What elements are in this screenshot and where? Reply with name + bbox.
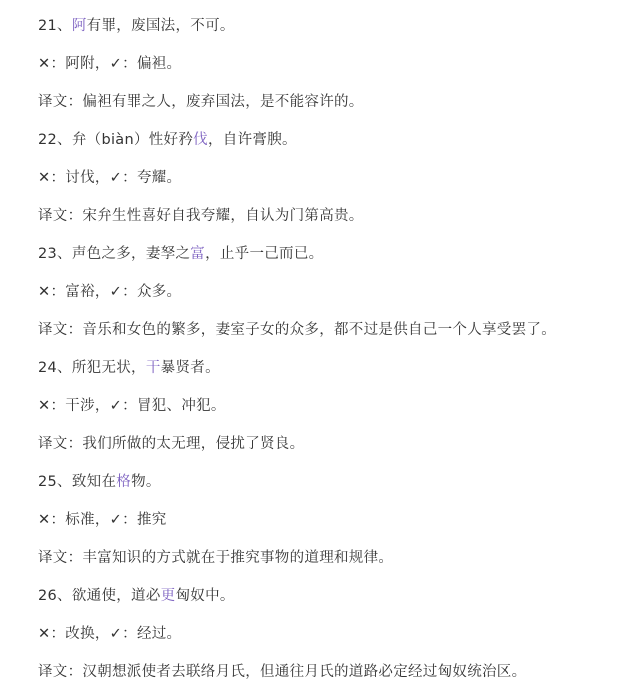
colon: ： [50, 284, 66, 300]
question-line [38, 472, 161, 492]
question-text: 26、欲通使，道必 [38, 588, 161, 604]
colon: ： [50, 56, 66, 72]
translation-label: 译文： [38, 436, 83, 452]
translation-label: 译文： [38, 664, 83, 680]
cross-icon: ✕ [38, 512, 51, 528]
wrong-meaning: 改换， [65, 626, 110, 642]
translation-label: 译文： [38, 550, 83, 566]
colon: ： [122, 284, 137, 300]
translation-line [38, 434, 304, 454]
right-meaning: 夸耀。 [136, 170, 182, 186]
question-text: ，止乎一己而已。 [205, 246, 324, 262]
question-text: 25、致知在 [38, 474, 117, 490]
translation-label: 译文： [38, 322, 83, 338]
colon: ： [122, 398, 137, 414]
cross-icon: ✕ [38, 284, 51, 300]
question-text: 21、 [38, 18, 72, 34]
right-meaning: 推究 [136, 512, 167, 528]
check-icon: ✓ [109, 284, 123, 300]
translation-line [38, 92, 364, 112]
question-text: 物。 [131, 474, 161, 490]
wrong-meaning: 干涉， [65, 398, 110, 414]
key-word: 干 [145, 360, 161, 376]
question-text: 有罪，废国法，不可。 [86, 18, 235, 34]
wrong-meaning: 阿附， [65, 56, 110, 72]
translation-text: 偏袒有罪之人，废弃国法，是不能容许的。 [82, 94, 364, 110]
key-word: 格 [116, 474, 132, 490]
translation-line [38, 320, 556, 340]
key-word: 伐 [193, 132, 208, 148]
translation-text: 我们所做的太无理，侵扰了贤良。 [82, 436, 305, 452]
translation-label: 译文： [38, 208, 83, 224]
colon: ： [50, 398, 66, 414]
translation-line [38, 662, 526, 682]
question-text: 22、弁（biàn）性好矜 [38, 132, 194, 148]
colon: ： [50, 626, 66, 642]
check-icon: ✓ [109, 170, 123, 186]
check-icon: ✓ [109, 56, 123, 72]
question-line [38, 358, 220, 378]
wrong-meaning: 讨伐， [65, 170, 110, 186]
key-word: 更 [160, 588, 176, 604]
answer-line [38, 510, 167, 530]
question-text: 匈奴中。 [175, 588, 235, 604]
answer-line [38, 624, 181, 644]
wrong-meaning: 富裕， [65, 284, 110, 300]
cross-icon: ✕ [38, 56, 51, 72]
translation-line [38, 548, 393, 568]
question-text: 23、声色之多，妻孥之 [38, 246, 191, 262]
translation-line [38, 206, 364, 226]
question-text: 24、所犯无状， [38, 360, 146, 376]
translation-text: 音乐和女色的繁多，妻室子女的众多，都不过是供自己一个人享受罢了。 [82, 322, 557, 338]
right-meaning: 众多。 [136, 284, 182, 300]
right-meaning: 经过。 [136, 626, 182, 642]
colon: ： [50, 170, 66, 186]
check-icon: ✓ [109, 512, 123, 528]
colon: ： [50, 512, 66, 528]
check-icon: ✓ [109, 398, 123, 414]
translation-label: 译文： [38, 94, 83, 110]
answer-line [38, 282, 181, 302]
question-line [38, 16, 235, 36]
translation-text: 汉朝想派使者去联络月氏，但通往月氏的道路必定经过匈奴统治区。 [82, 664, 527, 680]
translation-text: 宋弁生性喜好自我夸耀，自认为门第高贵。 [82, 208, 364, 224]
answer-line [38, 168, 181, 188]
wrong-meaning: 标准， [65, 512, 110, 528]
colon: ： [122, 626, 137, 642]
question-line [38, 244, 323, 264]
cross-icon: ✕ [38, 170, 51, 186]
check-icon: ✓ [109, 626, 123, 642]
cross-icon: ✕ [38, 626, 51, 642]
right-meaning: 偏袒。 [136, 56, 182, 72]
question-text: 暴贤者。 [160, 360, 220, 376]
colon: ： [122, 56, 137, 72]
right-meaning: 冒犯、冲犯。 [136, 398, 226, 414]
colon: ： [122, 170, 137, 186]
key-word: 阿 [71, 18, 87, 34]
translation-text: 丰富知识的方式就在于推究事物的道理和规律。 [82, 550, 394, 566]
question-line [38, 130, 297, 150]
colon: ： [122, 512, 137, 528]
question-line [38, 586, 235, 606]
key-word: 富 [190, 246, 206, 262]
answer-line [38, 396, 226, 416]
question-text: ，自许膏腴。 [207, 132, 297, 148]
cross-icon: ✕ [38, 398, 51, 414]
answer-line [38, 54, 181, 74]
